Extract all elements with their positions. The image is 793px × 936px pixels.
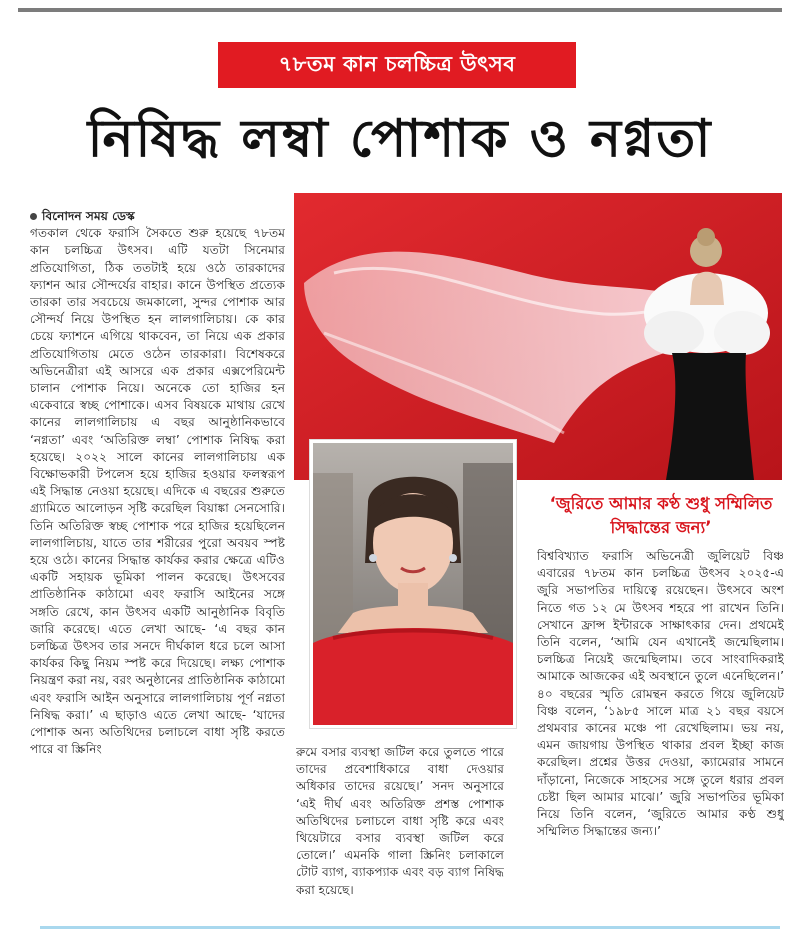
bullet-icon (30, 213, 37, 220)
bottom-rule (40, 926, 780, 929)
portrait-photo-illustration (313, 443, 513, 725)
top-rule (18, 8, 782, 12)
article-body-mid: রুমে বসার ব্যবস্থা জটিল করে তুলতে পারে তাদের প্রবেশাধিকারে বাধা দেওয়ার অধিকার তাদের রয়েছে।’ সনদ অনুসারে ‘এই দীর্ঘ এবং অতিরিক্ত প্রশস্ত পোশাক অতিথিদের চলাচলে বাধা সৃষ্টি করে এবং থিয়েটারে বসার ব্যবস্থা জটিল করে তোলে।’ এমনকি গালা স্ক্রিনিং চলাকালে টোট ব্যাগ, ব্যাকপ্যাক এবং বড় ব্যাগ নিষিদ্ধ করা হয়েছে। (296, 745, 504, 897)
headline: নিষিদ্ধ লম্বা পোশাক ও নগ্নতা (87, 108, 713, 169)
section-banner-text: ৭৮তম কান চলচ্চিত্র উৎসব (278, 51, 516, 76)
hero-photo-illustration (294, 193, 782, 480)
portrait-photo-juliette-binoche (310, 440, 516, 728)
byline-text: বিনোদন সময় ডেস্ক (42, 209, 135, 223)
hero-photo-red-carpet-gown (294, 193, 782, 480)
byline (30, 208, 285, 225)
article-body-right: বিশ্ববিখ্যাত ফরাসি অভিনেত্রী জুলিয়েট বিঞ্চ এবারের ৭৮তম কান চলচ্চিত্র উৎসব ২০২৫-এ জুরি সভাপতির দায়িত্বে রয়েছেন। উৎসবে অংশ নিতে গত ১২ মে উৎসব শহরে পা রাখেন তিনি। সেখানে ফ্রান্স ইন্টারকে সাক্ষাৎকার দেন। প্রথমেই তিনি বলেন, ‘আমি যেন এখানেই জন্মেছিলাম। চলচ্চিত্র নিয়েই জন্মেছিলাম। তবে সাংবাদিকরাই আমাকে আজকের এই অবস্থানে তুলে এনেছিলেন।’ ৪০ বছরের স্মৃতি রোমন্থন করতে গিয়ে জুলিয়েট বিঞ্চ বলেন, ‘১৯৮৫ সালে মাত্র ২১ বছর বয়সে প্রথমবার কানের মঞ্চে পা রেখেছিলাম। ভয় নয়, এমন জায়গায় উপস্থিত থাকার প্রবল ইচ্ছা কাজ করেছিল। প্রশ্নের উত্তর দেওয়া, ক্যামেরার সামনে দাঁড়ানো, নিজেকে সাহসের সঙ্গে তুলে ধরার প্রবল চেষ্টা ছিল আমার মাঝে।’ জুরি সভাপতির ভূমিকা নিয়ে তিনি বলেন, ‘জুরিতে আমার কণ্ঠ শুধু সম্মিলিত সিদ্ধান্তের জন্য।’ (537, 549, 784, 839)
section-banner (218, 42, 576, 88)
article-subhead: ‘জুরিতে আমার কণ্ঠ শুধু সম্মিলিত সিদ্ধান্তের জন্য’ (549, 494, 773, 537)
article-column-left (30, 208, 285, 924)
article-body-left: গতকাল থেকে ফরাসি সৈকতে শুরু হয়েছে ৭৮তম কান চলচ্চিত্র উৎসব। এটি যতটা সিনেমার প্রতিযোগিতা, ঠিক ততটাই হয়ে ওঠে তারকাদের ফ্যাশন আর সৌন্দর্যের বাহার। কানে উপস্থিত প্রত্যেক তারকা তার সবচেয়ে জমকালো, সুন্দর পোশাক আর সৌন্দর্য নিয়ে উপস্থিত হন লালগালিচায়। কে কার চেয়ে ফ্যাশনে এগিয়ে থাকবেন, তা নিয়ে এক প্রকার প্রতিযোগিতায় মেতে ওঠেন তারকারা। বিশেষকরে অভিনেত্রীরা এই আসরে এক প্রকার এক্সপেরিমেন্ট চালান পোশাক নিয়ে। অনেকে তো হাজির হন একেবারে স্বচ্ছ পোশাকে। এসব বিষয়কে মাথায় রেখে কানের লালগালিচায় এ বছর আনুষ্ঠানিকভাবে ‘নগ্নতা’ এবং ‘অতিরিক্ত লম্বা’ পোশাক নিষিদ্ধ করা হয়েছে। ২০২২ সালে কানের লালগালিচায় এক বিক্ষোভকারী টপলেস হয়ে হাজির হওয়ার ফলস্বরূপ এই সিদ্ধান্ত নেওয়া হয়েছে। এদিকে এ বছরের শুরুতে গ্র্যামিতে আলোড়ন সৃষ্টি করেছিল বিয়াঙ্কা সেনসোরি। তিনি অতিরিক্ত স্বচ্ছ পোশাক পরে হাজির হয়েছিলেন লালগালিচায়, যাতে তার শরীরের পুরো অবয়ব স্পষ্ট হয়ে ওঠে। কানের সিদ্ধান্ত কার্যকর করার ক্ষেত্রে এটিও একটি সহায়ক ভূমিকা পালন করেছে। উৎসবের প্রাতিষ্ঠানিক কাঠামো এবং ফরাসি আইনের সঙ্গে সঙ্গতি রেখে, কান উৎসব একটি আনুষ্ঠানিক বিবৃতি জারি করেছে। এতে লেখা আছে- ‘এ বছর কান চলচ্চিত্র উৎসব তার সনদে দীর্ঘকাল ধরে চলে আসা কার্যকর কিছু নিয়ম স্পষ্ট করে দিয়েছে। লক্ষ্য পোশাক নিয়ন্ত্রণ করা নয়, বরং অনুষ্ঠানের প্রাতিষ্ঠানিক কাঠামো এবং ফরাসি আইন অনুসারে লালগালিচায় পূর্ণ নগ্নতা নিষিদ্ধ করা।’ এ ছাড়াও এতে লেখা আছে- ‘যাদের পোশাক অন্য অতিথিদের চলাচলে বাধা সৃষ্টি করতে পারে বা স্ক্রিনিং (30, 226, 285, 757)
